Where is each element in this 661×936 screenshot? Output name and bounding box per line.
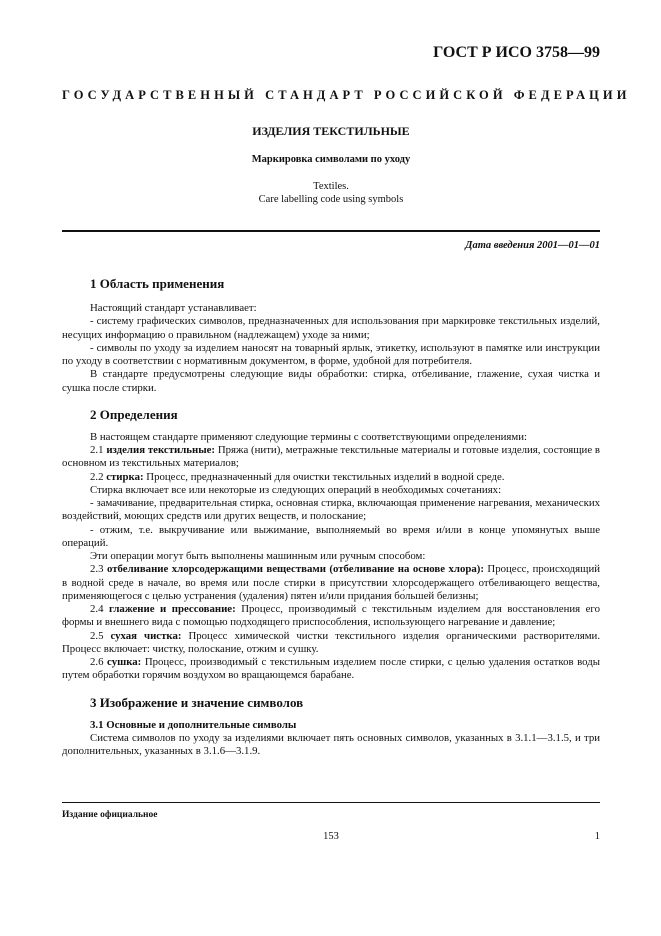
definition-paragraph: Стирка включает все или некоторые из следующих операций в необходимых сочетаниях:: [90, 483, 502, 496]
document-body: [62, 276, 600, 758]
footer-divider: [62, 802, 600, 803]
definition-number: 2.2: [90, 470, 104, 483]
gost-code: ГОСТ Р ИСО 3758—99: [433, 44, 600, 61]
section-2-intro: В настоящем стандарте применяют следующие термины с соответствующими определениями:: [90, 430, 527, 443]
definition-term: отбеливание хлорсодержащими веществами (отбеливание на основе хлора):: [106, 563, 484, 576]
definition-2-4: [62, 603, 600, 630]
definition-2-2: [62, 471, 600, 484]
definition-paragraph: Эти операции могут быть выполнены машинным или ручным способом:: [90, 550, 426, 562]
definition-text: Процесс, производимый с текстильным изделием для восстановления его формы и внешнего вида с помощью подходящего приспособления, использующего нагревание и давление;: [62, 603, 600, 629]
english-title-line-2: Care labelling code using symbols: [258, 194, 404, 205]
definition-number: 2.6: [90, 656, 104, 668]
definition-term: сушка:: [107, 656, 142, 668]
header-divider: [62, 230, 600, 232]
definition-term: сухая чистка:: [110, 629, 182, 642]
definition-text: Процесс, происходящий в водной среде в начале, во время или после стирки в присутствии хлорсодержащего отбеливающего вещества, применяющегося с целью устранения (удаления) пятен и/или придания бо́льшей белизны;: [62, 563, 601, 602]
section-2-heading: 2 Определения: [90, 406, 178, 422]
page-number: 153: [323, 831, 339, 842]
definition-text: Процесс химической чистки текстильного изделия органическими растворителями. Процесс включает: чистку, полоскание, отжим и сушку.: [62, 629, 601, 655]
definition-2-6: [62, 656, 600, 683]
section-1-paragraph: Настоящий стандарт устанавливает:: [90, 302, 257, 314]
english-title: [62, 180, 600, 206]
definition-term: глажение и прессование:: [109, 603, 236, 615]
section-1-paragraph: - систему графических символов, предназначенных для использования при маркировке текстильных изделий, несущих информацию о правильном (надлежащем) уходе за ними;: [62, 315, 600, 341]
definition-2-3: [62, 563, 600, 603]
section-3-paragraph: Система символов по уходу за изделиями включает пять основных символов, указанных в 3.1.1—3.1.5, и три дополнительных, указанных в 3.1.6—3.1.9.: [62, 731, 600, 757]
sheet-number: 1: [594, 831, 600, 842]
definition-number: 2.1: [90, 444, 104, 456]
section-1-heading: 1 Область применения: [90, 276, 225, 291]
introduction-date: Дата введения 2001—01—01: [465, 240, 600, 251]
state-standard-title: ГОСУДАРСТВЕННЫЙ СТАНДАРТ РОССИЙСКОЙ ФЕДЕРАЦИИ: [62, 88, 631, 102]
section-1-paragraph: - символы по уходу за изделием наносят на товарный ярлык, этикетку, используют в памятке или инструкции по уходу в соответствии с нормативным документом, в форме, удобной для потребителя.: [62, 341, 600, 367]
document-title: ИЗДЕЛИЯ ТЕКСТИЛЬНЫЕ: [252, 124, 410, 138]
english-title-line-1: Textiles.: [313, 181, 349, 192]
definition-paragraph: - отжим, т.е. выкручивание или выжимание, выполняемый во время и/или в конце упомянутых выше операций.: [62, 523, 600, 549]
definition-number: 2.4: [90, 603, 104, 615]
definition-2-1: [62, 444, 600, 471]
definition-paragraph: - замачивание, предварительная стирка, основная стирка, включающая применение нагревания, механических воздействий, моющих средств или других веществ, и полоскание;: [62, 497, 600, 523]
section-3-heading: 3 Изображение и значение символов: [90, 694, 304, 710]
edition-label: Издание официальное: [62, 810, 158, 820]
section-1-paragraph: В стандарте предусмотрены следующие виды обработки: стирка, отбеливание, глажение, сухая чистка и сушка после стирки.: [62, 368, 600, 394]
definition-number: 2.3: [90, 563, 104, 576]
definition-text: Процесс, предназначенный для очистки текстильных изделий в водной среде.: [146, 470, 505, 483]
definition-text: Пряжа (нити), метражные текстильные материалы и готовые изделия, состоящие в основном из текстильных материалов;: [62, 444, 601, 470]
definition-term: стирка:: [106, 470, 144, 483]
definition-number: 2.5: [90, 629, 104, 642]
document-subtitle: Маркировка символами по уходу: [251, 154, 411, 165]
subsection-3-1-heading: 3.1 Основные и дополнительные символы: [90, 718, 297, 731]
definition-term: изделия текстильные:: [106, 444, 216, 456]
definition-2-5: [62, 630, 600, 657]
definition-text: Процесс, производимый с текстильным изделием после стирки, с целью удаления остатков воды путем обработки горячим воздухом во вращающемся барабане.: [62, 656, 600, 682]
